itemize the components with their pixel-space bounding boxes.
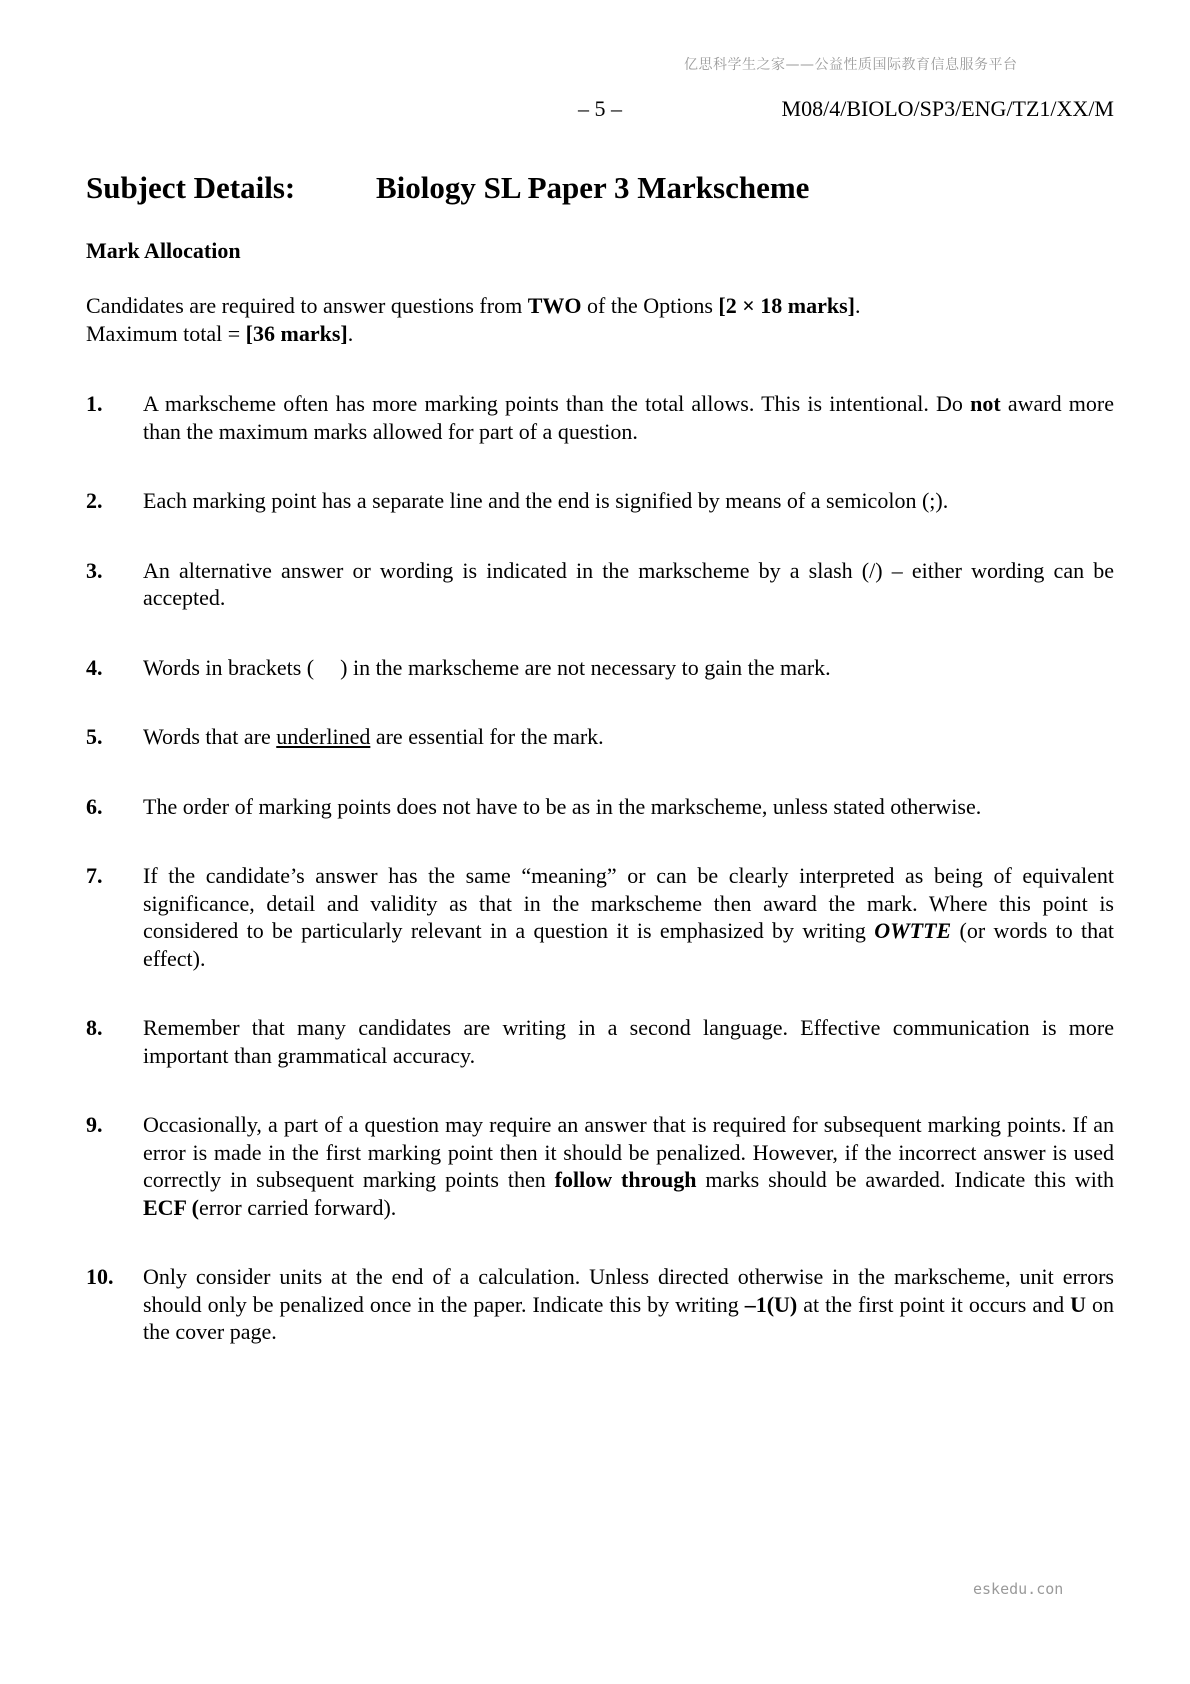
- rule-number: 6.: [86, 793, 103, 819]
- intro-line-1: Candidates are required to answer questions from TWO of the Options [2 × 18 marks].: [86, 293, 861, 318]
- page-number: – 5 –: [578, 96, 622, 121]
- rule-number: 8.: [86, 1015, 103, 1040]
- rule-item: [86, 390, 1114, 445]
- rule-text: Words in brackets ( ) in the markscheme are not necessary to gain the mark.: [143, 654, 831, 680]
- rule-number: 9.: [86, 1112, 103, 1137]
- rule-text: If the candidate’s answer has the same “meaning” or can be clearly interpreted as being of equivalent significance, detail and validity as that in the markscheme then award the mark. Where this point is considered to be particularly relevant in a question it is emphasized by writing OWTTE (or words to that effect).: [143, 863, 1115, 971]
- rule-text: Words that are underlined are essential for the mark.: [143, 724, 604, 749]
- watermark-bottom: eskedu.con: [973, 1580, 1064, 1598]
- rule-item: [86, 1263, 1114, 1346]
- rule-item: [86, 487, 1114, 515]
- mark-allocation-text: [86, 292, 1114, 348]
- rule-item: [86, 862, 1114, 972]
- subject-title: Biology SL Paper 3 Markscheme: [376, 170, 810, 205]
- rule-number: 1.: [86, 391, 103, 416]
- rule-item: [86, 654, 1114, 682]
- subject-label: Subject Details:: [86, 170, 296, 205]
- intro-line-2: Maximum total = [36 marks].: [86, 321, 354, 346]
- rule-number: 4.: [86, 654, 103, 680]
- rule-item: [86, 1111, 1114, 1221]
- rule-item: [86, 557, 1114, 612]
- rule-number: 5.: [86, 724, 103, 749]
- rule-text: Each marking point has a separate line and the end is signified by means of a semicolon (;).: [143, 488, 949, 513]
- rule-number: 10.: [86, 1264, 114, 1289]
- watermark-top: 亿思科学生之家——公益性质国际教育信息服务平台: [684, 57, 1018, 73]
- rule-text: Occasionally, a part of a question may require an answer that is required for subsequent marking points. If an error is made in the first marking point then it should be penalized. However, if the incorrect answer is used correctly in subsequent marking points then follow through marks should be awarded. Indicate this with ECF (error carried forward).: [143, 1112, 1114, 1220]
- rule-item: [86, 723, 1114, 751]
- rule-item: [86, 1014, 1114, 1069]
- rule-item: [86, 793, 1114, 821]
- document-code: M08/4/BIOLO/SP3/ENG/TZ1/XX/M: [781, 96, 1114, 121]
- subject-heading: [86, 170, 809, 206]
- rule-number: 3.: [86, 557, 103, 583]
- rule-text: The order of marking points does not have to be as in the markscheme, unless stated otherwise.: [143, 793, 982, 819]
- rule-text: Remember that many candidates are writing in a second language. Effective communication is more important than grammatical accuracy.: [143, 1015, 1114, 1068]
- mark-allocation-heading: Mark Allocation: [86, 238, 241, 263]
- rule-number: 2.: [86, 488, 103, 513]
- marking-rules-list: [86, 390, 1114, 1388]
- rule-text: A markscheme often has more marking points than the total allows. This is intentional. Do not award more than the maximum marks allowed for part of a question.: [143, 391, 1115, 444]
- rule-text: An alternative answer or wording is indicated in the markscheme by a slash (/) – either wording can be accepted.: [143, 557, 1114, 610]
- rule-number: 7.: [86, 863, 103, 888]
- rule-text: Only consider units at the end of a calculation. Unless directed otherwise in the markscheme, unit errors should only be penalized once in the paper. Indicate this by writing –1(U) at the first point it occurs and U on the cover page.: [143, 1264, 1114, 1344]
